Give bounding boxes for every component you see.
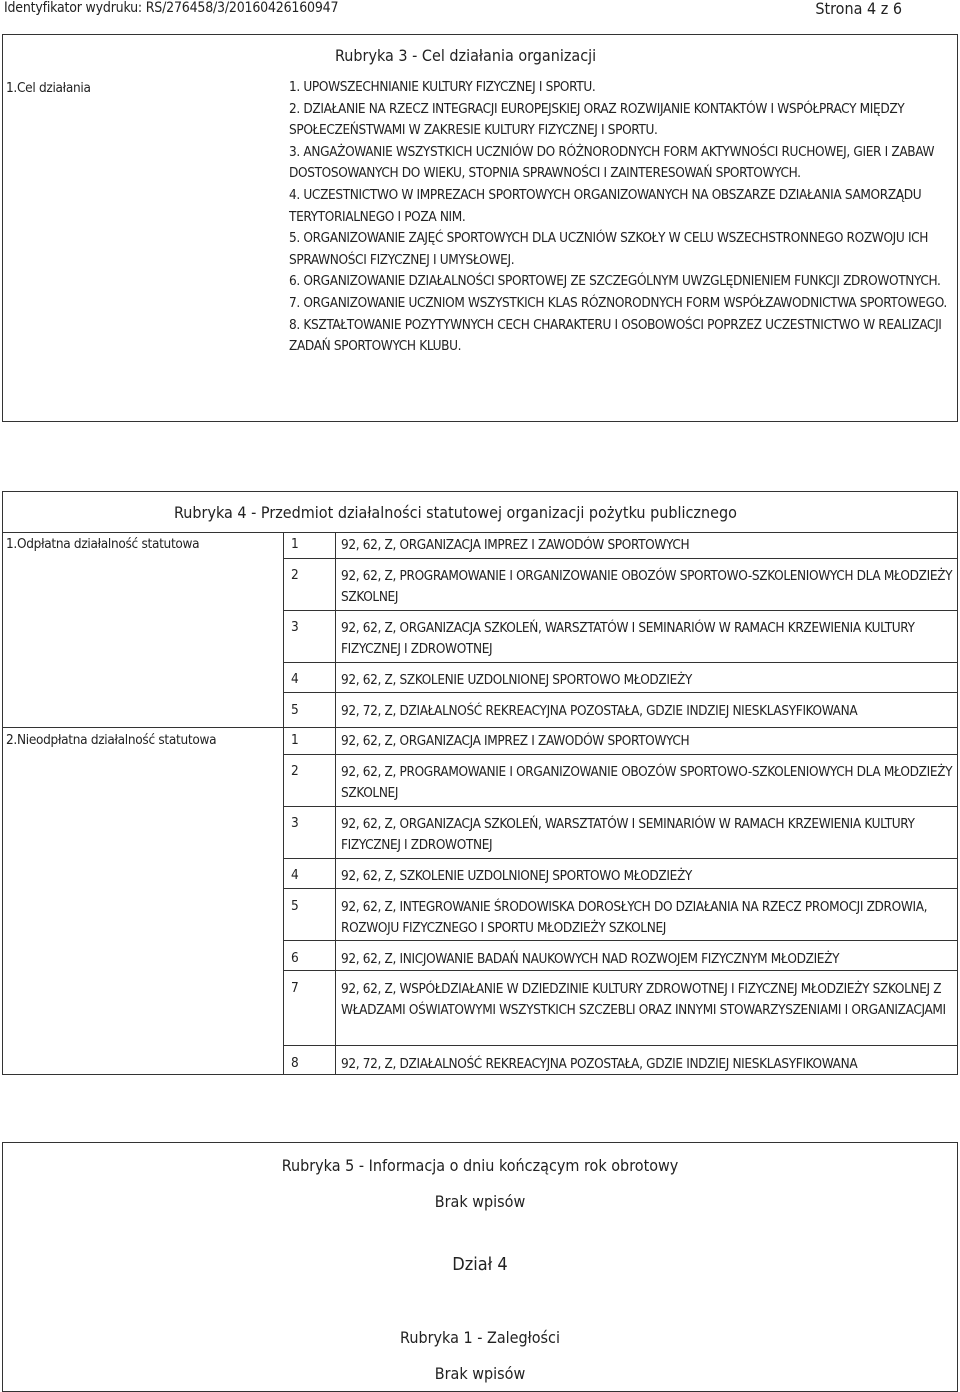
row-divider xyxy=(283,940,958,941)
row-number: 1 xyxy=(291,536,299,552)
rubryka-4-title: Rubryka 4 - Przedmiot działalności statutowej organizacji pożytku publicznego xyxy=(174,503,737,522)
row-number: 5 xyxy=(291,898,299,914)
row-text: 92, 62, Z, ORGANIZACJA IMPREZ I ZAWODÓW SPORTOWYCH xyxy=(341,537,690,553)
row-number: 5 xyxy=(291,702,299,718)
rubryka-1-value: Brak wpisów xyxy=(434,1364,526,1383)
row-divider xyxy=(283,558,958,559)
rubryka-1-title: Rubryka 1 - Zaległości xyxy=(400,1328,560,1347)
page-number: Strona 4 z 6 xyxy=(815,0,902,18)
row-divider xyxy=(283,970,958,971)
rubryka-5-title: Rubryka 5 - Informacja o dniu kończącym rok obrotowy xyxy=(281,1156,679,1175)
row-divider xyxy=(283,888,958,889)
list-item: 3. ANGAŻOWANIE WSZYSTKICH UCZNIÓW DO RÓŻNORODNYCH FORM AKTYWNOŚCI RUCHOWEJ, GIER I ZABAW DOSTOSOWANYCH DO WIEKU, STOPNIA SPRAWNOŚCI I ZAINTERESOWAŃ SPORTOWYCH. xyxy=(289,143,935,182)
row-text: 92, 62, Z, PROGRAMOWANIE I ORGANIZOWANIE OBOZÓW SPORTOWO-SZKOLENIOWYCH DLA MŁODZIEŻY SZKOLNEJ xyxy=(341,764,953,801)
list-item: 8. KSZTAŁTOWANIE POZYTYWNYCH CECH CHARAKTERU I OSOBOWOŚCI POPRZEZ UCZESTNICTWO W REALIZACJI ZADAŃ SPORTOWYCH KLUBU. xyxy=(289,316,942,355)
row-number: 4 xyxy=(291,671,299,687)
row-divider xyxy=(283,692,958,693)
row-divider xyxy=(283,754,958,755)
odplatna-label: 1.Odpłatna działalność statutowa xyxy=(6,536,200,552)
row-text: 92, 62, Z, SZKOLENIE UZDOLNIONEJ SPORTOWO MŁODZIEŻY xyxy=(341,868,692,884)
row-divider xyxy=(283,806,958,807)
row-text: 92, 62, Z, WSPÓŁDZIAŁANIE W DZIEDZINIE KULTURY ZDROWOTNEJ I FIZYCZNEJ MŁODZIEŻY SZKOLNEJ Z WŁADZAMI OŚWIATOWYMI WSZYSTKICH SZCZEBLI ORAZ INNYMI STOWARZYSZENIAMI I ORGANIZACJAMI xyxy=(341,981,946,1018)
row-divider xyxy=(283,662,958,663)
rubryka-5-value: Brak wpisów xyxy=(434,1192,526,1211)
list-item: 5. ORGANIZOWANIE ZAJĘĆ SPORTOWYCH DLA UCZNIÓW SZKOŁY W CELU WSZECHSTRONNEGO ROZWOJU ICH SPRAWNOŚCI FIZYCZNEJ I UMYSŁOWEJ. xyxy=(289,230,929,268)
list-item: 4. UCZESTNICTWO W IMPREZACH SPORTOWYCH ORGANIZOWANYCH NA OBSZARZE DZIAŁANIA SAMORZĄDU TERYTORIALNEGO I POZA NIM. xyxy=(289,186,922,225)
list-item: 7. ORGANIZOWANIE UCZNIOM WSZYSTKICH KLAS RÓZNORODNYCH FORM WSPÓŁZAWODNICTWA SPORTOWEGO. xyxy=(289,294,947,311)
row-text: 92, 62, Z, INICJOWANIE BADAŃ NAUKOWYCH NAD ROZWOJEM FIZYCZNYM MŁODZIEŻY xyxy=(341,951,840,967)
row-number: 3 xyxy=(291,619,299,635)
dzial-4-heading: Dział 4 xyxy=(452,1254,508,1275)
list-item: 6. ORGANIZOWANIE DZIAŁALNOŚCI SPORTOWEJ ZE SZCZEGÓLNYM UWZGLĘDNIENIEM FUNKCJI ZDROWOTNYCH. xyxy=(289,273,941,290)
row-text: 92, 62, Z, SZKOLENIE UZDOLNIONEJ SPORTOWO MŁODZIEŻY xyxy=(341,672,692,688)
list-item: 2. DZIAŁANIE NA RZECZ INTEGRACJI EUROPEJSKIEJ ORAZ ROZWIJANIE KONTAKTÓW I WSPÓŁPRACY MIĘDZY SPOŁECZEŃSTWAMI W ZAKRESIE KULTURY FIZYCZNEJ I SPORTU. xyxy=(289,100,905,139)
nieodplatna-label: 2.Nieodpłatna działalność statutowa xyxy=(6,732,217,748)
row-text: 92, 62, Z, ORGANIZACJA SZKOLEŃ, WARSZTATÓW I SEMINARIÓW W RAMACH KRZEWIENIA KULTURY FIZYCZNEJ I ZDROWOTNEJ xyxy=(341,620,915,657)
list-item: 1. UPOWSZECHNIANIE KULTURY FIZYCZNEJ I SPORTU. xyxy=(289,79,596,95)
rubryka-3-title: Rubryka 3 - Cel działania organizacji xyxy=(335,46,597,65)
row-number: 1 xyxy=(291,732,299,748)
row-number: 2 xyxy=(291,567,299,583)
row-divider xyxy=(283,1045,958,1046)
column-divider xyxy=(283,532,284,1075)
row-divider xyxy=(283,610,958,611)
row-text: 92, 62, Z, ORGANIZACJA IMPREZ I ZAWODÓW SPORTOWYCH xyxy=(341,733,690,749)
print-identifier: Identyfikator wydruku: RS/276458/3/20160426160947 xyxy=(4,0,339,16)
row-number: 4 xyxy=(291,867,299,883)
row-text: 92, 72, Z, DZIAŁALNOŚĆ REKREACYJNA POZOSTAŁA, GDZIE INDZIEJ NIESKLASYFIKOWANA xyxy=(341,1056,858,1072)
row-number: 3 xyxy=(291,815,299,831)
row-text: 92, 62, Z, ORGANIZACJA SZKOLEŃ, WARSZTATÓW I SEMINARIÓW W RAMACH KRZEWIENIA KULTURY FIZYCZNEJ I ZDROWOTNEJ xyxy=(341,816,915,853)
row-divider xyxy=(2,532,958,533)
row-number: 8 xyxy=(291,1055,299,1071)
row-divider xyxy=(2,727,958,728)
row-text: 92, 62, Z, INTEGROWANIE ŚRODOWISKA DOROSŁYCH DO DZIAŁANIA NA RZECZ PROMOCJI ZDROWIA, ROZWOJU FIZYCZNEGO I SPORTU MŁODZIEŻY SZKOLNEJ xyxy=(341,899,928,936)
cel-dzialania-list xyxy=(289,77,954,358)
row-number: 2 xyxy=(291,763,299,779)
row-number: 6 xyxy=(291,950,299,966)
cel-dzialania-label: 1.Cel działania xyxy=(6,80,91,96)
column-divider xyxy=(335,532,336,1075)
row-text: 92, 62, Z, PROGRAMOWANIE I ORGANIZOWANIE OBOZÓW SPORTOWO-SZKOLENIOWYCH DLA MŁODZIEŻY SZKOLNEJ xyxy=(341,568,953,605)
row-text: 92, 72, Z, DZIAŁALNOŚĆ REKREACYJNA POZOSTAŁA, GDZIE INDZIEJ NIESKLASYFIKOWANA xyxy=(341,703,858,719)
row-divider xyxy=(283,858,958,859)
row-number: 7 xyxy=(291,980,299,996)
